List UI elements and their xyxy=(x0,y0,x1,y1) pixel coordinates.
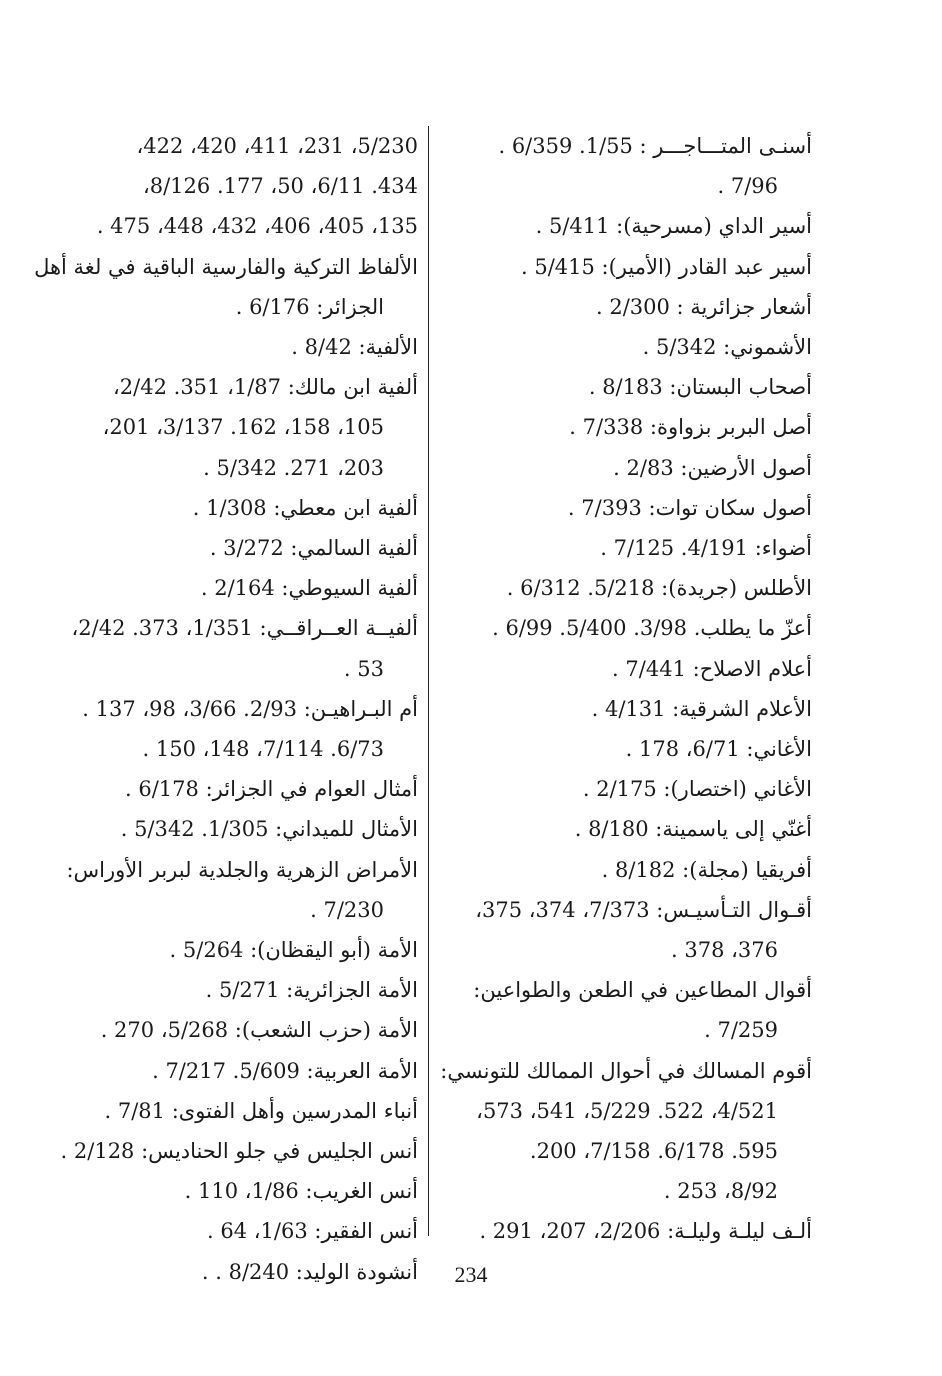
entry-line: أشعار جزائرية : 2/300 . xyxy=(595,294,812,319)
index-entry xyxy=(442,729,812,769)
entry-line: أصل البربر بزواوة: 7/338 . xyxy=(569,415,812,440)
entry-continuation-line: 376، 378 . xyxy=(671,938,778,963)
entry-continuation-line: 53 . xyxy=(343,656,384,681)
entry-line: ألـف ليلـة وليلـة: 2/206، 207، 291 . xyxy=(479,1219,812,1244)
index-entry xyxy=(442,850,812,890)
entry-continuation-line: 203، 271. 5/342 . xyxy=(203,455,384,480)
entry-continuation-line: 595. 6/178. 7/158، 200. xyxy=(529,1139,778,1164)
index-entry xyxy=(442,287,812,327)
entry-line: ألفية ابن معطي: 1/308 . xyxy=(192,495,418,520)
index-entry xyxy=(442,488,812,528)
entry-line: الأمة العربية: 5/609. 7/217 . xyxy=(152,1058,418,1083)
index-entry xyxy=(40,1091,418,1131)
entry-line: أقوم المسالك في أحوال الممالك للتونسي: xyxy=(440,1058,812,1083)
column-divider xyxy=(428,126,429,1236)
index-entry xyxy=(442,568,812,608)
index-entry xyxy=(40,769,418,809)
index-entry xyxy=(442,608,812,648)
entry-continuation-line: 105، 158، 162. 3/137، 201، xyxy=(102,415,384,440)
index-entry xyxy=(40,1010,418,1050)
entry-line: الأطلس (جريدة): 5/218. 6/312 . xyxy=(506,576,812,601)
entry-line: 434. 6/11، 50، 177. 8/126، xyxy=(142,174,418,199)
index-entry xyxy=(40,568,418,608)
index-entry xyxy=(40,930,418,970)
entry-line: الأمراض الزهرية والجلدية لبربر الأوراس: xyxy=(66,857,418,882)
index-entry xyxy=(40,850,418,930)
index-entry xyxy=(34,247,418,327)
entry-line: أصحاب البستان: 8/183 . xyxy=(588,375,812,400)
index-entry xyxy=(442,809,812,849)
index-entry xyxy=(442,970,812,1050)
entry-line: 5/230، 231، 411، 420، 422، xyxy=(136,134,418,158)
index-entry xyxy=(442,407,812,447)
index-entry xyxy=(40,327,418,367)
index-column-left xyxy=(34,126,418,1292)
entry-line: أنباء المدرسين وأهل الفتوى: 7/81 . xyxy=(104,1098,418,1123)
index-entry xyxy=(442,126,812,206)
entry-line: أعزّ ما يطلب. 3/98. 5/400. 6/99 . xyxy=(492,616,812,641)
entry-line: الأغاني (اختصار): 2/175 . xyxy=(582,777,812,802)
entry-line: الأمة (أبو اليقظان): 5/264 . xyxy=(169,938,418,963)
index-entry xyxy=(40,1131,418,1171)
entry-line: الأمة (حزب الشعب): 5/268، 270 . xyxy=(100,1018,418,1043)
entry-line: أقوال المطاعين في الطعن والطواعين: xyxy=(473,978,812,1003)
index-entry xyxy=(40,1171,418,1211)
entry-line: ألفية السالمي: 3/272 . xyxy=(209,536,418,561)
page-number: 234 xyxy=(454,1262,488,1287)
entry-line: ألفيــة العــراقــي: 1/351، 373. 2/42، xyxy=(71,616,418,641)
entry-line: الألفاظ التركية والفارسية الباقية في لغة أهل xyxy=(34,254,418,279)
entry-continuation-line: 7/96 . xyxy=(717,174,778,199)
index-entry xyxy=(40,970,418,1010)
index-entry xyxy=(40,608,418,688)
entry-line: أنس الفقير: 1/63، 64 . xyxy=(207,1219,418,1244)
index-entry xyxy=(40,206,418,246)
entry-line: الأمة الجزائرية: 5/271 . xyxy=(205,978,418,1003)
index-entry xyxy=(40,809,418,849)
index-entry xyxy=(40,528,418,568)
entry-line: أنس الجليس في جلو الحناديس: 2/128 . xyxy=(60,1139,418,1164)
entry-line: ألفية السيوطي: 2/164 . xyxy=(200,576,418,601)
entry-line: أمثال العوام في الجزائر: 6/178 . xyxy=(125,777,418,802)
index-entry xyxy=(442,206,812,246)
entry-line: ألفية ابن مالك: 1/87، 351. 2/42، xyxy=(113,375,418,400)
entry-line: أم البـراهيـن: 2/93. 3/66، 98، 137 . xyxy=(82,696,418,721)
index-entry xyxy=(40,166,418,206)
index-entry xyxy=(442,327,812,367)
entry-continuation-line: 6/73. 7/114، 148، 150 . xyxy=(142,737,384,762)
entry-continuation-line: 8/92، 253 . xyxy=(663,1179,778,1204)
index-entry xyxy=(442,769,812,809)
index-entry xyxy=(40,1051,418,1091)
entry-line: أسير عبد القادر (الأمير): 5/415 . xyxy=(520,254,812,279)
entry-continuation-line: 7/230 . xyxy=(310,897,384,922)
entry-line: أضواء: 4/191. 7/125 . xyxy=(600,536,812,561)
index-entry xyxy=(442,649,812,689)
index-entry xyxy=(40,126,418,166)
entry-continuation-line: 4/521، 522. 5/229، 541، 573، xyxy=(476,1098,778,1123)
index-entry xyxy=(442,1051,812,1212)
entry-line: أسير الداي (مسرحية): 5/411 . xyxy=(535,214,812,239)
index-entry xyxy=(442,890,812,970)
index-entry xyxy=(442,247,812,287)
index-entry xyxy=(442,448,812,488)
index-entry xyxy=(442,367,812,407)
entry-line: الألفية: 8/42 . xyxy=(291,335,418,360)
index-entry xyxy=(442,1211,812,1251)
index-entry xyxy=(442,689,812,729)
index-entry xyxy=(40,367,418,488)
entry-line: الأمثال للميداني: 1/305. 5/342 . xyxy=(120,817,418,842)
entry-continuation-line: الجزائر: 6/176 . xyxy=(235,294,384,319)
entry-line: أسنـى المتـــاجـــر : 1/55. 6/359 . xyxy=(498,134,812,158)
entry-line: أصول سكان توات: 7/393 . xyxy=(567,495,812,520)
entry-line: أفريقيا (مجلة): 8/182 . xyxy=(601,857,812,882)
entry-line: 135، 405، 406، 432، 448، 475 . xyxy=(96,214,418,239)
entry-line: الأشموني: 5/342 . xyxy=(642,335,812,360)
entry-line: أنس الغريب: 1/86، 110 . xyxy=(184,1179,418,1204)
entry-line: الأعلام الشرقية: 4/131 . xyxy=(591,696,812,721)
entry-line: أعلام الاصلاح: 7/441 . xyxy=(612,656,812,681)
entry-line: أغنّي إلى ياسمينة: 8/180 . xyxy=(574,817,812,842)
entry-line: الأغاني: 6/71، 178 . xyxy=(625,737,812,762)
index-entry xyxy=(40,1211,418,1251)
index-entry xyxy=(40,488,418,528)
index-column-right xyxy=(442,126,812,1252)
entry-line: أقـوال التـأسيـس: 7/373، 374، 375، xyxy=(475,897,812,922)
index-entry xyxy=(40,689,418,769)
entry-continuation-line: 7/259 . xyxy=(704,1018,778,1043)
index-entry xyxy=(442,528,812,568)
entry-line: أصول الأرضين: 2/83 . xyxy=(613,455,812,480)
entry-line: أنشودة الوليد: 8/240 . . xyxy=(201,1259,418,1284)
